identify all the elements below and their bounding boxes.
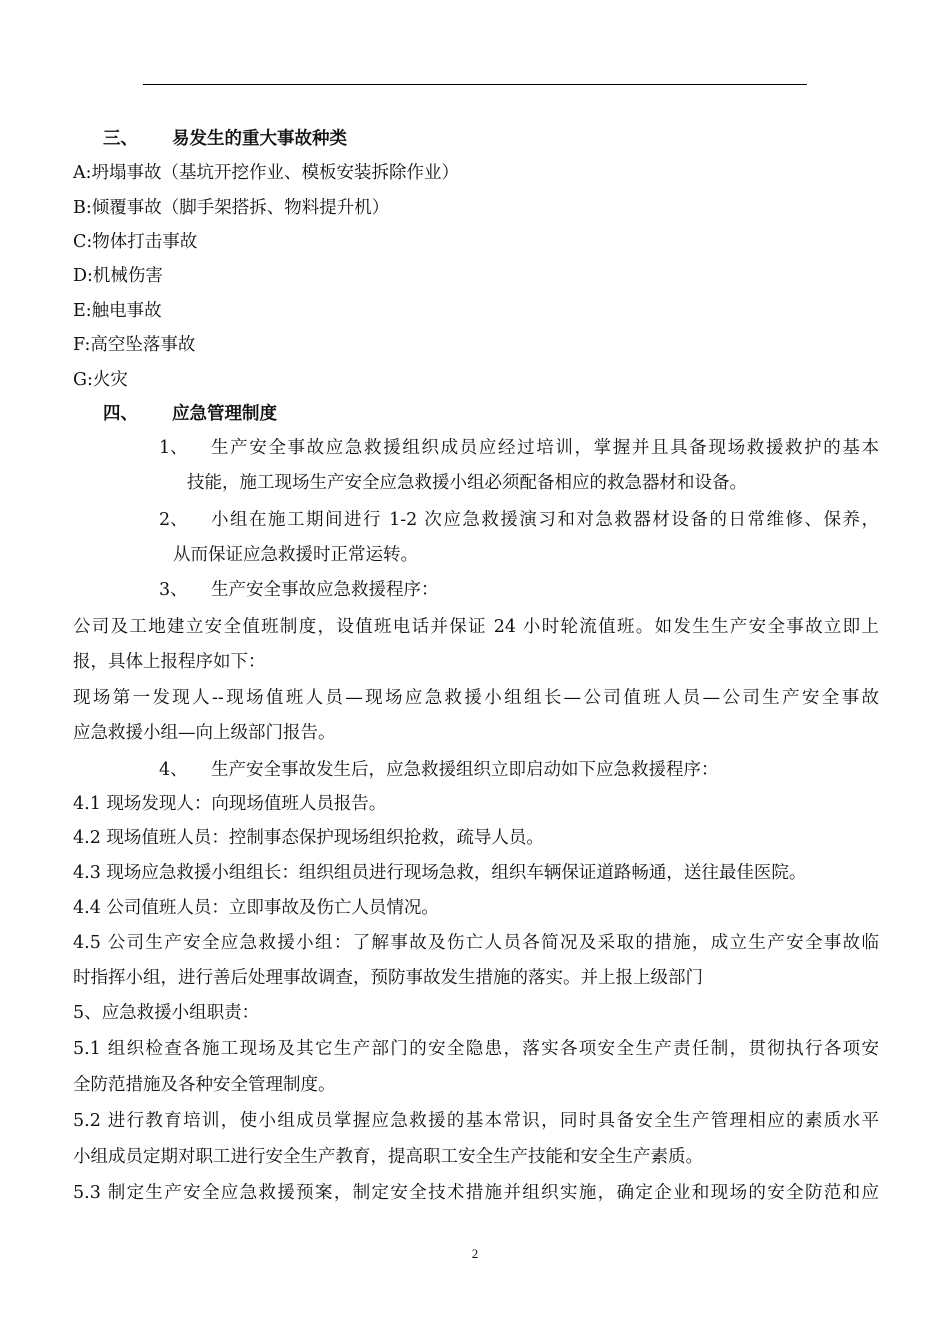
subitem-4-3: 4.3 现场应急救援小组组长：组织组员进行现场急救，组织车辆保证道路畅通，送往最佳医院。: [73, 863, 807, 883]
item-1-line-2: 技能，施工现场生产安全应急救援小组必须配备相应的救急器材和设备。: [187, 473, 747, 493]
accident-type-b: B:倾覆事故（脚手架搭拆、物料提升机）: [73, 198, 390, 218]
subitem-5-1-line-2: 全防范措施及各种安全管理制度。: [73, 1075, 336, 1095]
accident-type-d: D:机械伤害: [73, 266, 163, 286]
subitem-4-1: 4.1 现场发现人：向现场值班人员报告。: [73, 794, 387, 814]
header-rule: [143, 84, 807, 85]
accident-type-e: E:触电事故: [73, 301, 162, 321]
duty-paragraph-line-1: 公司及工地建立安全值班制度，设值班电话并保证 24 小时轮流值班。如发生生产安全事故立即上: [73, 617, 879, 637]
item-3-line-1: 生产安全事故应急救援程序：: [211, 580, 439, 600]
item-2-line-2: 从而保证应急救援时正常运转。: [173, 545, 418, 565]
accident-type-f: F:高空坠落事故: [73, 335, 196, 355]
item-2-number: 2、: [159, 510, 188, 530]
item-1-number: 1、: [159, 438, 188, 458]
page-number: 2: [471, 1246, 479, 1261]
section-3-title: 易发生的重大事故种类: [172, 129, 347, 149]
item-5-heading: 5、应急救援小组职责：: [73, 1003, 260, 1023]
subitem-5-2-line-2: 小组成员定期对职工进行安全生产教育，提高职工安全生产技能和安全生产素质。: [73, 1147, 703, 1167]
section-4-heading: [103, 402, 277, 426]
subitem-4-5-line-2: 时指挥小组，进行善后处理事故调查，预防事故发生措施的落实。并上报上级部门: [73, 968, 703, 988]
section-3-number: 三、: [103, 129, 138, 149]
section-4-title: 应急管理制度: [172, 404, 277, 424]
accident-type-c: C:物体打击事故: [73, 232, 198, 252]
subitem-4-4: 4.4 公司值班人员：立即事故及伤亡人员情况。: [73, 898, 439, 918]
item-1-line-1: 生产安全事故应急救援组织成员应经过培训，掌握并且具备现场救援救护的基本: [211, 438, 879, 458]
subitem-5-3-line-1: 5.3 制定生产安全应急救援预案，制定安全技术措施并组织实施，确定企业和现场的安全防范和应: [73, 1183, 879, 1203]
duty-paragraph-line-2: 报，具体上报程序如下：: [73, 652, 266, 672]
accident-type-a: A:坍塌事故（基坑开挖作业、模板安装拆除作业）: [73, 163, 460, 183]
report-chain-line-2: 应急救援小组—向上级部门报告。: [73, 723, 336, 743]
item-3-number: 3、: [159, 580, 188, 600]
section-3-heading: [103, 127, 347, 151]
subitem-5-2-line-1: 5.2 进行教育培训，使小组成员掌握应急救援的基本常识，同时具备安全生产管理相应的素质水平: [73, 1111, 879, 1131]
accident-type-g: G:火灾: [73, 370, 128, 390]
subitem-4-2: 4.2 现场值班人员：控制事态保护现场组织抢救，疏导人员。: [73, 828, 544, 848]
item-4-number: 4、: [159, 760, 188, 780]
section-4-number: 四、: [103, 404, 138, 424]
subitem-5-1-line-1: 5.1 组织检查各施工现场及其它生产部门的安全隐患，落实各项安全生产责任制，贯彻执行各项安: [73, 1039, 879, 1059]
subitem-4-5-line-1: 4.5 公司生产安全应急救援小组：了解事故及伤亡人员各简况及采取的措施，成立生产安全事故临: [73, 933, 879, 953]
item-4-line-1: 生产安全事故发生后，应急救援组织立即启动如下应急救援程序：: [211, 760, 719, 780]
report-chain-line-1: 现场第一发现人--现场值班人员—现场应急救援小组组长—公司值班人员—公司生产安全事故: [73, 688, 879, 708]
item-2-line-1: 小组在施工期间进行 1-2 次应急救援演习和对急救器材设备的日常维修、保养，: [211, 510, 879, 530]
